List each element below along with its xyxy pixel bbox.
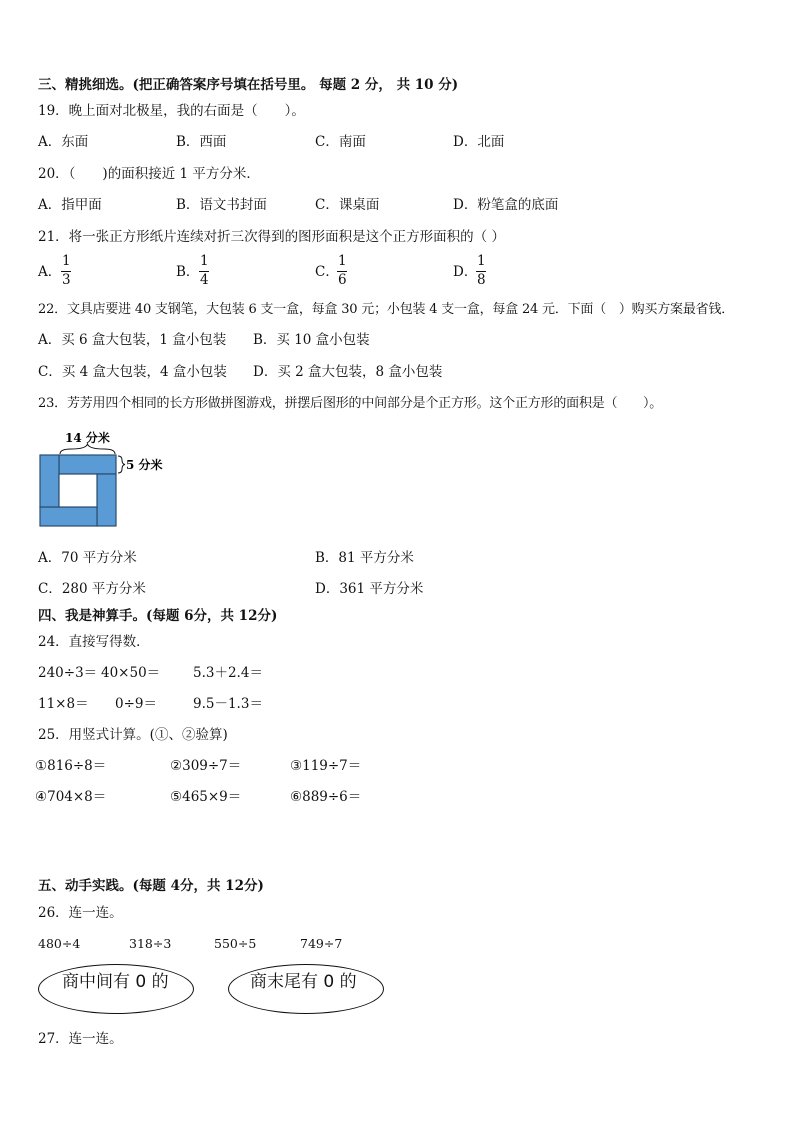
q21-option-a-fraction — [61, 255, 72, 287]
q21-stem: 21．将一张正方形纸片连续对折三次得到的图形面积是这个正方形面积的（ ） — [38, 229, 505, 245]
q26-oval-middle-zero-label: 商中间有 0 的 — [62, 972, 169, 992]
q25-stem: 25．用竖式计算。(①、②验算) — [38, 727, 228, 743]
q27-stem: 27．连一连。 — [38, 1031, 123, 1047]
q20-option-b: B．语文书封面 — [176, 197, 267, 213]
fraction-numerator: 1 — [338, 253, 347, 269]
side-brace — [118, 456, 125, 473]
q23-option-b: B．81 平方分米 — [315, 550, 414, 566]
q23-side-length-label: 5 分米 — [126, 458, 163, 472]
q20-stem: 20．（ )的面积接近 1 平方分米． — [38, 166, 260, 182]
q23-option-c: C．280 平方分米 — [38, 581, 146, 597]
center-square — [59, 474, 97, 507]
q19-option-d: D．北面 — [453, 134, 505, 150]
section-3-title: 三、精挑细选。(把正确答案序号填在括号里。 每题 2 分， 共 10 分) — [38, 77, 459, 93]
section-4-title: 四、我是神算手。(每题 6分，共 12分) — [38, 608, 278, 624]
q24-item-2: 40×50＝ — [101, 665, 161, 681]
q19-stem: 19．晚上面对北极星，我的右面是（ ）。 — [38, 103, 305, 119]
section-5-title: 五、动手实践。(每题 4分，共 12分) — [38, 878, 264, 894]
q25-item-3: ③119÷7＝ — [290, 758, 362, 774]
q21-option-c-label: C． — [315, 264, 339, 280]
q22-option-b: B．买 10 盒小包装 — [253, 332, 370, 348]
fraction-denominator: 8 — [477, 271, 486, 288]
q21-option-d-label: D． — [453, 264, 478, 280]
q25-item-5: ⑤465×9＝ — [170, 789, 242, 805]
q21-option-a-label: A． — [38, 264, 62, 280]
q21-option-c-fraction — [337, 255, 348, 287]
fraction-numerator: 1 — [200, 253, 209, 269]
q24-stem: 24．直接写得数． — [38, 634, 150, 650]
q26-expression-4: 749÷7 — [300, 936, 343, 951]
q23-option-d: D．361 平方分米 — [315, 581, 424, 597]
q23-stem: 23．芳芳用四个相同的长方形做拼图游戏，拼摆后图形的中间部分是个正方形。这个正方形的面积是（ ）。 — [38, 396, 663, 411]
top-rectangle — [59, 455, 116, 474]
q24-item-5: 0÷9＝ — [115, 696, 157, 712]
left-rectangle — [40, 455, 59, 507]
q19-option-a: A．东面 — [38, 134, 89, 150]
q19-option-c: C．南面 — [315, 134, 366, 150]
q22-option-c: C．买 4 盒大包装，4 盒小包装 — [38, 364, 227, 380]
fraction-numerator: 1 — [477, 253, 486, 269]
top-brace — [60, 444, 115, 454]
fraction-numerator: 1 — [62, 253, 71, 269]
q26-stem: 26．连一连。 — [38, 905, 123, 921]
q20-option-d: D．粉笔盒的底面 — [453, 197, 559, 213]
fraction-denominator: 6 — [338, 271, 347, 288]
q26-oval-end-zero-label: 商末尾有 0 的 — [250, 972, 357, 992]
puzzle-rectangles — [40, 455, 116, 526]
q21-option-b-fraction — [199, 255, 210, 287]
q20-option-a: A．指甲面 — [38, 197, 102, 213]
q21-option-d-fraction — [476, 255, 487, 287]
q24-item-1: 240÷3＝ — [38, 665, 98, 681]
fraction-denominator: 3 — [62, 271, 71, 288]
q19-option-b: B．西面 — [176, 134, 227, 150]
q23-top-length-label: 14 分米 — [65, 431, 110, 445]
q21-option-b-label: B． — [176, 264, 200, 280]
q24-item-3: 5.3＋2.4＝ — [193, 665, 263, 681]
q25-item-2: ②309÷7＝ — [170, 758, 242, 774]
q24-item-6: 9.5－1.3＝ — [193, 696, 263, 712]
q25-item-6: ⑥889÷6＝ — [290, 789, 362, 805]
q20-option-c: C．课桌面 — [315, 197, 380, 213]
right-rectangle — [97, 474, 116, 526]
q25-item-4: ④704×8＝ — [35, 789, 107, 805]
q26-expression-1: 480÷4 — [38, 936, 81, 951]
q22-option-d: D．买 2 盒大包装，8 盒小包装 — [253, 364, 443, 380]
q23-option-a: A．70 平方分米 — [38, 550, 137, 566]
q26-expression-3: 550÷5 — [214, 936, 257, 951]
bottom-rectangle — [40, 507, 97, 526]
q23-rectangle-puzzle-figure — [36, 428, 166, 530]
q24-item-4: 11×8＝ — [38, 696, 89, 712]
q22-stem: 22．文具店要进 40 支钢笔，大包装 6 支一盒，每盒 30 元；小包装 4 支一盒，每盒 24 元．下面（ ）购买方案最省钱． — [38, 302, 735, 317]
q26-expression-2: 318÷3 — [129, 936, 172, 951]
q25-item-1: ①816÷8＝ — [35, 758, 107, 774]
q22-option-a: A．买 6 盒大包装，1 盒小包装 — [38, 332, 227, 348]
fraction-denominator: 4 — [200, 271, 209, 288]
